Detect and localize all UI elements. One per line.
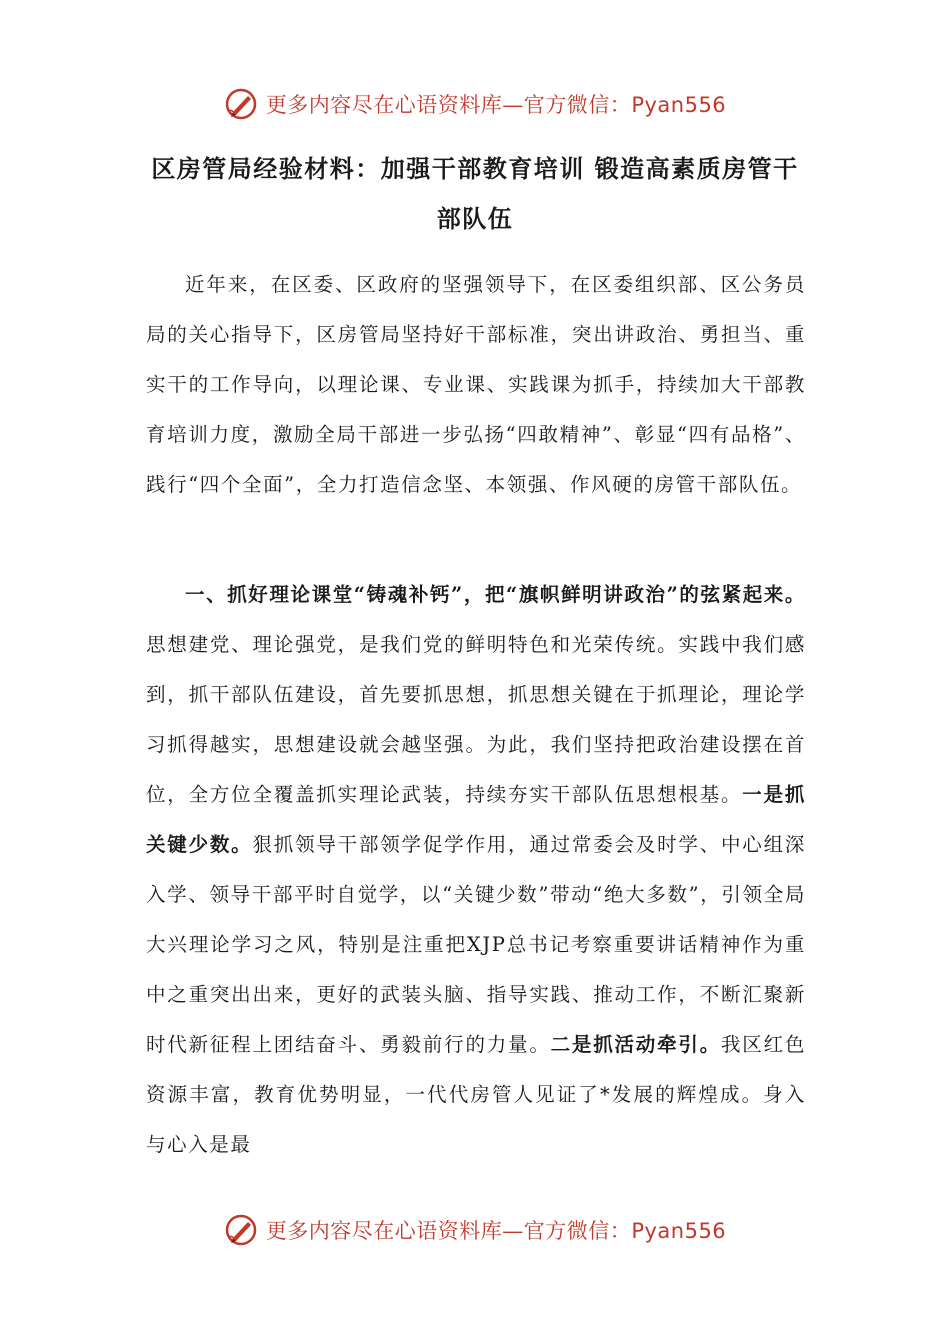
footer-banner — [0, 1210, 950, 1250]
point-2-heading: 二是抓活动牵引。 — [550, 1033, 721, 1056]
title-line-2: 部队伍 — [436, 204, 514, 233]
point-1-heading: 一是抓关键少数。 — [146, 783, 806, 856]
wechat-id: Pyan556 — [631, 93, 727, 117]
section-1-text: 思想建党、理论强党，是我们党的鲜明特色和光荣传统。实践中我们感到，抓干部队伍建设，首先要抓思想，抓思想关键在于抓理论，理论学习抓得越实，思想建设就会越坚强。为此，我们坚持把政治建设摆在首位，全方位全覆盖抓实理论武装，持续夯实干部队伍思想根基。 — [146, 633, 806, 806]
title-line-1: 区房管局经验材料：加强干部教育培训 锻造高素质房管干 — [151, 154, 799, 183]
header-banner — [0, 84, 950, 124]
banner-text: 更多内容尽在心语资料库—官方微信：Pyan556 — [265, 93, 727, 117]
pen-logo-icon — [224, 87, 258, 121]
intro-paragraph: 近年来，在区委、区政府的坚强领导下，在区委组织部、区公务员局的关心指导下，区房管局坚持好干部标准，突出讲政治、勇担当、重实干的工作导向，以理论课、专业课、实践课为抓手，持续加大干部教育培训力度，激励全局干部进一步弘扬“四敢精神”、彰显“四有品格”、践行“四个全面”，全力打造信念坚、本领强、作风硬的房管干部队伍。 — [146, 273, 806, 496]
section-1-paragraph — [146, 570, 806, 1170]
point-1-text: 狠抓领导干部领学促学作用，通过常委会及时学、中心组深入学、领导干部平时自觉学，以“关键少数”带动“绝大多数”，引领全局大兴理论学习之风，特别是注重把XJP总书记考察重要讲话精神作为重中之重突出出来，更好的武装头脑、指导实践、推动工作，不断汇聚新时代新征程上团结奋斗、勇毅前行的力量。 — [146, 833, 806, 1056]
document-title — [120, 144, 830, 244]
pen-logo-icon — [224, 1213, 258, 1247]
banner-text: 更多内容尽在心语资料库—官方微信：Pyan556 — [265, 1219, 727, 1243]
point-2-text: 我区红色资源丰富，教育优势明显，一代代房管人见证了*发展的辉煌成。身入与心入是最 — [146, 1033, 806, 1156]
wechat-id: Pyan556 — [631, 1219, 727, 1243]
section-1-heading: 一、抓好理论课堂“铸魂补钙”，把“旗帜鲜明讲政治”的弦紧起来。 — [185, 583, 806, 606]
